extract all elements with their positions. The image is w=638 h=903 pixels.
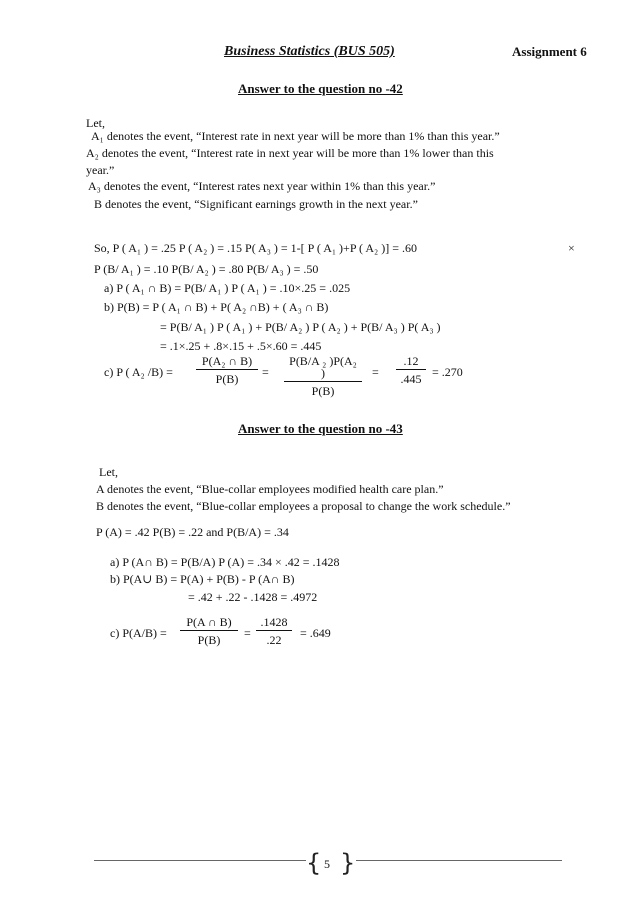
q42-fraction-2-den: P(B): [311, 384, 335, 398]
q43-given: P (A) = .42 P(B) = .22 and P(B/A) = .34: [96, 525, 289, 539]
q42-part-b: b) P(B) = P ( A₁ ∩ B) + P( A₂ ∩B) + ( A₃ ∩ B): [104, 300, 329, 314]
q42-fraction-1-num: P(A₂ ∩ B): [196, 355, 258, 370]
q43-event-b: B denotes the event, “Blue-collar employees a proposal to change the work schedule.”: [96, 499, 511, 513]
q42-event-b: B denotes the event, “Significant earnings growth in the next year.”: [94, 197, 418, 211]
page-number: 5: [324, 857, 330, 871]
footer-right-bracket: }: [340, 849, 356, 877]
q43-part-a: a) P (A∩ B) = P(B/A) P (A) = .34 × .42 = .1428: [110, 555, 340, 569]
q42-times-mark: ×: [568, 241, 575, 255]
footer-rule-left: [94, 860, 306, 861]
q42-fraction-2-num: P(B/A ₂ )P(A₂ ): [284, 355, 362, 382]
q43-fraction-2-den: .22: [266, 633, 282, 647]
q42-probabilities: So, P ( A₁ ) = .25 P ( A₂ ) = .15 P( A₃ ) = 1-[ P ( A₁ )+P ( A₂ )] = .60: [94, 241, 417, 255]
q42-part-c-lhs: c) P ( A₂ /B) =: [104, 365, 173, 379]
q42-result: = .270: [432, 365, 463, 379]
q42-fraction-3-num: .12: [396, 355, 426, 370]
q42-part-b-line3: = .1×.25 + .8×.15 + .5×.60 = .445: [160, 339, 322, 353]
q42-fraction-3: [396, 355, 426, 385]
q42-event-a1: A₁ denotes the event, “Interest rate in next year will be more than 1% than this year.”: [91, 129, 500, 143]
q42-let: Let,: [86, 116, 105, 130]
q43-part-b: b) P(A∪ B) = P(A) + P(B) - P (A∩ B): [110, 572, 295, 586]
q42-fraction-3-den: .445: [400, 372, 422, 386]
q42-event-a2: A₂ denotes the event, “Interest rate in next year will be more than 1% lower than this: [86, 146, 494, 160]
q43-let: Let,: [99, 465, 118, 479]
q42-part-a: a) P ( A₁ ∩ B) = P(B/ A₁ ) P ( A₁ ) = .10×.25 = .025: [104, 281, 351, 295]
footer-left-bracket: {: [306, 849, 322, 877]
q42-equals-2: =: [372, 365, 379, 379]
q42-equals-1: =: [262, 365, 269, 379]
q43-equals-1: =: [244, 626, 251, 640]
q42-heading: Answer to the question no -42: [238, 81, 403, 96]
q43-fraction-1: [180, 616, 238, 646]
q43-result: = .649: [300, 626, 331, 640]
course-title: Business Statistics (BUS 505): [224, 44, 395, 59]
q43-fraction-2-num: .1428: [256, 616, 292, 631]
q42-fraction-1: [196, 355, 258, 385]
q43-heading: Answer to the question no -43: [238, 421, 403, 436]
q43-fraction-1-den: P(B): [197, 633, 221, 647]
q43-event-a: A denotes the event, “Blue-collar employees modified health care plan.”: [96, 482, 444, 496]
q43-part-c-lhs: c) P(A/B) =: [110, 626, 167, 640]
q42-fraction-2: [284, 355, 362, 397]
assignment-label: Assignment 6: [512, 44, 587, 59]
q43-fraction-2: [256, 616, 292, 646]
q42-event-a2-cont: year.”: [86, 163, 115, 177]
q43-fraction-1-num: P(A ∩ B): [180, 616, 238, 631]
q42-event-a3: A₃ denotes the event, “Interest rates next year within 1% than this year.”: [88, 179, 436, 193]
q42-fraction-1-den: P(B): [215, 372, 239, 386]
footer-rule-right: [356, 860, 562, 861]
q42-part-b-line2: = P(B/ A₁ ) P ( A₁ ) + P(B/ A₂ ) P ( A₂ ) + P(B/ A₃ ) P( A₃ ): [160, 320, 441, 334]
q43-part-b-line2: = .42 + .22 - .1428 = .4972: [188, 590, 318, 604]
q42-conditionals: P (B/ A₁ ) = .10 P(B/ A₂ ) = .80 P(B/ A₃ ) = .50: [94, 262, 319, 276]
